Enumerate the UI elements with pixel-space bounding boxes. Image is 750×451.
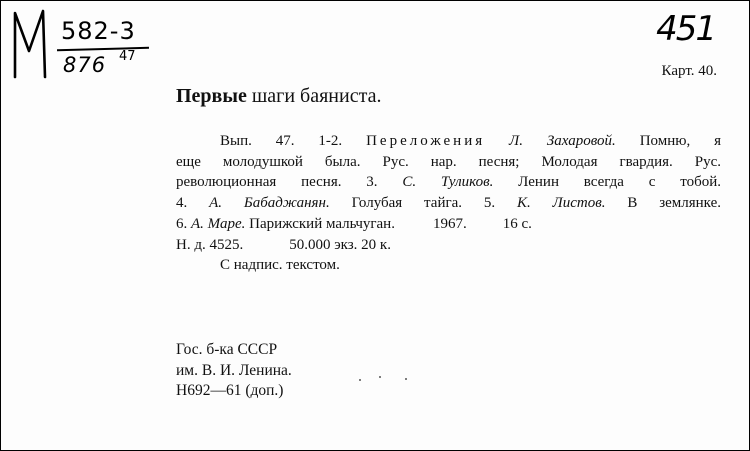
desc-line-1 [176,131,721,152]
arranger-name: Л. Захаровой. [509,133,616,149]
note: С надпис. текстом. [220,257,340,274]
library-stamp [176,340,292,402]
title-rest: шаги баяниста. [246,85,382,107]
composer-name: К. Листов. [517,195,606,212]
library-line-2: им. В. И. Ленина. [176,361,292,379]
library-line-1: Гос. б-ка СССР [176,341,278,358]
issue-number: Вып. 47. 1-2. [220,133,343,149]
composer-name: А. Маре. [191,215,246,232]
handwritten-number: 451 [656,9,715,49]
library-line-3: Н692—61 (доп.) [176,382,284,399]
handwritten-m-icon [9,7,53,81]
page-count: 16 с. [502,215,532,232]
shelfmark-top: 582-3 [61,17,136,45]
desc-line-4: 4. А. Бабаджанян. Голубая тайга. 5. К. Листов. В землянке. [176,195,721,212]
print-speck [379,376,381,378]
desc-line-7 [176,255,721,276]
arrangement-label: Переложения [366,133,486,149]
desc-line-5: 6. А. Маре. Парижский мальчуган. 1967. 16 с. [176,215,532,232]
print-speck [405,378,407,380]
desc-line-6 [176,235,721,256]
desc-text: Помню, я [615,133,722,149]
composer-name: А. Бабаджанян. [209,195,330,212]
print-run-price: 50.000 экз. 20 к. [289,236,391,253]
book-title [176,85,381,108]
print-speck [359,379,361,381]
shelfmark-bottom: 876 [63,53,107,77]
card-number: Карт. 40. [661,63,717,79]
desc-line-3: революционная песня. 3. С. Туликов. Ленин всегда с тобой. [176,174,721,191]
description [176,131,721,276]
shelfmark-superscript: 47 [119,49,136,64]
desc-line-2: еще молодушкой была. Рус. нар. песня; Молодая гвардия. Рус. [176,153,721,170]
edition-number: Н. д. 4525. [176,236,244,253]
title-bold: Первые [176,85,247,107]
publication-year: 1967. [432,215,467,232]
composer-name: С. Туликов. [402,174,494,191]
shelfmark-letter [9,7,53,86]
